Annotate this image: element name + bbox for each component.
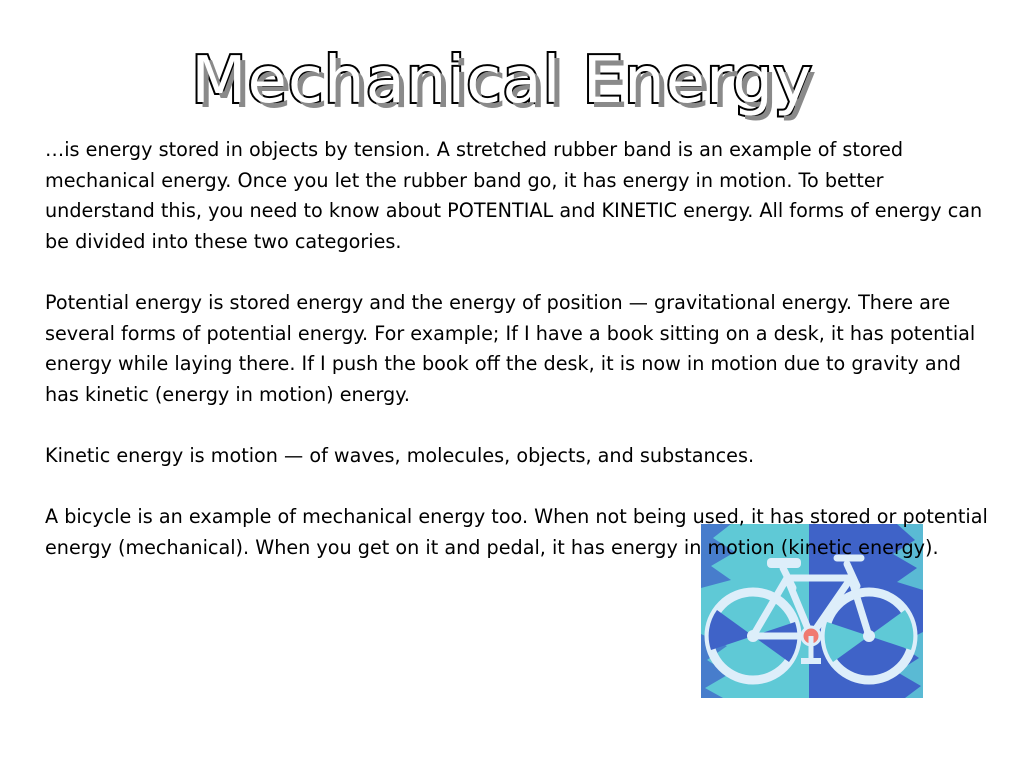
- paragraph-intro: …is energy stored in objects by tension. A stretched rubber band is an example of stored mechanical energy. Once you let the rubber band go, it has energy in motion. To better understand this, you need to know about POTENTIAL and KINETIC energy. All forms of energy can be divided into these two categories.: [45, 138, 983, 253]
- slide-title: Mechanical Energy: [191, 44, 813, 118]
- paragraph-potential: Potential energy is stored energy and the energy of position — gravitational energy. There are several forms of potential energy. For example; If I have a book sitting on a desk, it has potential energy while laying there. If I push the book off the desk, it is now in motion due to gravity and has kinetic (energy in motion) energy.: [45, 290, 976, 406]
- body-text: [45, 135, 990, 594]
- bike-pedal: [801, 658, 821, 664]
- paragraph-bicycle: A bicycle is an example of mechanical energy too. When not being used, it has stored or potential energy (mechanical). When you get on it and pedal, it has energy in motion (kinetic energy).: [45, 505, 988, 559]
- paragraph-kinetic: Kinetic energy is motion — of waves, molecules, objects, and substances.: [45, 443, 755, 467]
